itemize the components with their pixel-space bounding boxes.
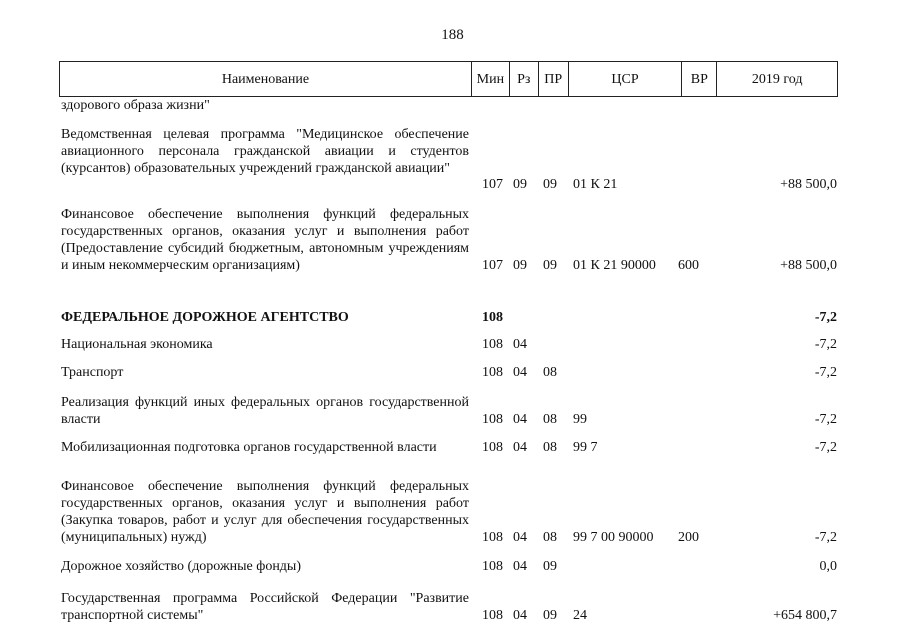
row-amount: 0,0 (819, 559, 837, 574)
row-pr: 08 (543, 440, 557, 455)
row-rz: 04 (513, 365, 527, 380)
row-csr: 99 7 00 90000 (573, 530, 654, 545)
header-min: Мин (472, 62, 510, 96)
header-csr: ЦСР (569, 62, 683, 96)
row-min: 108 (482, 365, 503, 380)
row-pr: 08 (543, 412, 557, 427)
row-rz: 09 (513, 177, 527, 192)
row-min: 107 (482, 258, 503, 273)
table-header (59, 61, 838, 97)
table-row (0, 478, 905, 558)
row-vr: 600 (678, 258, 699, 273)
row-name: Реализация функций иных федеральных органов государственной власти (61, 395, 469, 427)
row-rz: 04 (513, 530, 527, 545)
row-amount: -7,2 (814, 365, 837, 380)
row-vr: 200 (678, 530, 699, 545)
row-name: Государственная программа Российской Федерации "Развитие транспортной системы" (61, 591, 469, 623)
table-row (0, 558, 905, 584)
row-min: 108 (482, 337, 503, 352)
row-csr: 24 (573, 608, 587, 623)
row-csr: 01 К 21 (573, 177, 618, 192)
row-min: 108 (482, 608, 503, 623)
row-pr: 08 (543, 530, 557, 545)
row-pr: 09 (543, 559, 557, 574)
row-amount: -7,2 (814, 530, 837, 545)
row-pr: 08 (543, 365, 557, 380)
row-name: Ведомственная целевая программа "Медицинское обеспечение авиационного персонала гражданской авиации и студентов (курсантов) образовательных учреждений гражданской авиации" (61, 127, 469, 176)
row-min: 107 (482, 177, 503, 192)
row-name: Национальная экономика (61, 337, 213, 352)
row-amount: +88 500,0 (780, 258, 837, 273)
row-name: Финансовое обеспечение выполнения функций федеральных государственных органов, оказания услуг и выполнения работ (Предоставление субсидий бюджетным, автономным учреждениям и иным некоммерческим организациям) (61, 207, 469, 273)
row-amount: -7,2 (814, 310, 837, 325)
row-min: 108 (482, 310, 503, 325)
row-name: Финансовое обеспечение выполнения функций федеральных государственных органов, оказания услуг и выполнения работ (Закупка товаров, работ и услуг для обеспечения государственных (муниципальных) нужд) (61, 479, 469, 545)
row-amount: -7,2 (814, 337, 837, 352)
row-pr: 09 (543, 608, 557, 623)
row-amount: +88 500,0 (780, 177, 837, 192)
row-amount: -7,2 (814, 440, 837, 455)
row-rz: 04 (513, 559, 527, 574)
header-name: Наименование (60, 62, 472, 96)
row-csr: 99 7 (573, 440, 598, 455)
row-csr: 01 К 21 90000 (573, 258, 656, 273)
table-row (0, 440, 905, 478)
row-amount: +654 800,7 (773, 608, 837, 623)
header-rz: Рз (510, 62, 539, 96)
row-rz: 04 (513, 440, 527, 455)
row-min: 108 (482, 530, 503, 545)
header-pr: ПР (539, 62, 569, 96)
row-csr: 99 (573, 412, 587, 427)
table-row (0, 584, 905, 624)
row-rz: 04 (513, 337, 527, 352)
row-rz: 04 (513, 412, 527, 427)
row-name: Мобилизационная подготовка органов государственной власти (61, 440, 437, 455)
row-name: Дорожное хозяйство (дорожные фонды) (61, 559, 302, 574)
row-pr: 09 (543, 258, 557, 273)
row-rz: 04 (513, 608, 527, 623)
row-min: 108 (482, 440, 503, 455)
row-pr: 09 (543, 177, 557, 192)
table-body (0, 97, 905, 624)
row-min: 108 (482, 412, 503, 427)
row-name: Транспорт (61, 365, 124, 380)
row-rz: 09 (513, 258, 527, 273)
row-min: 108 (482, 559, 503, 574)
row-name: здорового образа жизни" (61, 98, 210, 113)
page-number: 188 (441, 27, 464, 43)
row-name: ФЕДЕРАЛЬНОЕ ДОРОЖНОЕ АГЕНТСТВО (61, 310, 349, 325)
header-vr: ВР (682, 62, 717, 96)
header-year: 2019 год (751, 71, 803, 87)
row-amount: -7,2 (814, 412, 837, 427)
